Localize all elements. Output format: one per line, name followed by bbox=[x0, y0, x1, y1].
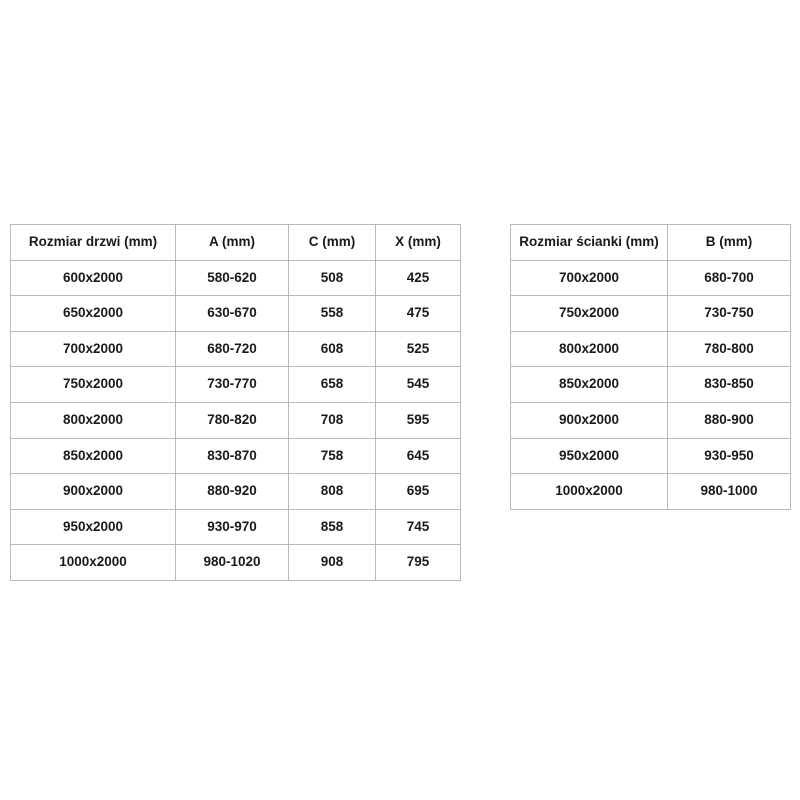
cell-door-size: 950x2000 bbox=[11, 509, 176, 545]
cell-wall-size: 1000x2000 bbox=[511, 474, 668, 510]
table-row bbox=[511, 402, 791, 438]
cell-c: 858 bbox=[289, 509, 376, 545]
cell-x: 745 bbox=[376, 509, 461, 545]
table-row bbox=[11, 367, 461, 403]
cell-a: 680-720 bbox=[176, 331, 289, 367]
cell-wall-size: 750x2000 bbox=[511, 296, 668, 332]
column-header-door-size: Rozmiar drzwi (mm) bbox=[11, 225, 176, 261]
cell-x: 695 bbox=[376, 474, 461, 510]
cell-x: 645 bbox=[376, 438, 461, 474]
cell-x: 425 bbox=[376, 260, 461, 296]
cell-a: 830-870 bbox=[176, 438, 289, 474]
cell-a: 930-970 bbox=[176, 509, 289, 545]
table-row bbox=[11, 438, 461, 474]
table-row bbox=[11, 545, 461, 581]
cell-x: 595 bbox=[376, 402, 461, 438]
cell-b: 780-800 bbox=[668, 331, 791, 367]
cell-c: 908 bbox=[289, 545, 376, 581]
cell-x: 545 bbox=[376, 367, 461, 403]
cell-c: 558 bbox=[289, 296, 376, 332]
cell-a: 880-920 bbox=[176, 474, 289, 510]
cell-wall-size: 900x2000 bbox=[511, 402, 668, 438]
cell-a: 780-820 bbox=[176, 402, 289, 438]
cell-c: 708 bbox=[289, 402, 376, 438]
cell-b: 930-950 bbox=[668, 438, 791, 474]
table-row bbox=[11, 296, 461, 332]
cell-door-size: 750x2000 bbox=[11, 367, 176, 403]
wall-size-table-head bbox=[511, 225, 791, 261]
door-size-table-body bbox=[11, 260, 461, 580]
wall-size-table-body bbox=[511, 260, 791, 509]
cell-door-size: 650x2000 bbox=[11, 296, 176, 332]
table-row bbox=[511, 367, 791, 403]
cell-b: 730-750 bbox=[668, 296, 791, 332]
door-size-table-container bbox=[10, 224, 460, 581]
cell-door-size: 850x2000 bbox=[11, 438, 176, 474]
table-header-row bbox=[11, 225, 461, 261]
door-size-table bbox=[10, 224, 461, 581]
cell-door-size: 800x2000 bbox=[11, 402, 176, 438]
cell-c: 758 bbox=[289, 438, 376, 474]
cell-x: 475 bbox=[376, 296, 461, 332]
cell-x: 795 bbox=[376, 545, 461, 581]
cell-x: 525 bbox=[376, 331, 461, 367]
table-row bbox=[11, 474, 461, 510]
cell-c: 658 bbox=[289, 367, 376, 403]
cell-door-size: 700x2000 bbox=[11, 331, 176, 367]
cell-door-size: 900x2000 bbox=[11, 474, 176, 510]
cell-door-size: 1000x2000 bbox=[11, 545, 176, 581]
cell-b: 830-850 bbox=[668, 367, 791, 403]
column-header-c: C (mm) bbox=[289, 225, 376, 261]
cell-b: 980-1000 bbox=[668, 474, 791, 510]
door-size-table-head bbox=[11, 225, 461, 261]
cell-b: 880-900 bbox=[668, 402, 791, 438]
cell-wall-size: 950x2000 bbox=[511, 438, 668, 474]
cell-a: 980-1020 bbox=[176, 545, 289, 581]
table-row bbox=[11, 331, 461, 367]
column-header-wall-size: Rozmiar ścianki (mm) bbox=[511, 225, 668, 261]
column-header-b: B (mm) bbox=[668, 225, 791, 261]
table-header-row bbox=[511, 225, 791, 261]
cell-a: 730-770 bbox=[176, 367, 289, 403]
cell-c: 508 bbox=[289, 260, 376, 296]
table-row bbox=[511, 260, 791, 296]
wall-size-table bbox=[510, 224, 791, 510]
column-header-a: A (mm) bbox=[176, 225, 289, 261]
cell-wall-size: 800x2000 bbox=[511, 331, 668, 367]
cell-wall-size: 700x2000 bbox=[511, 260, 668, 296]
cell-a: 580-620 bbox=[176, 260, 289, 296]
column-header-x: X (mm) bbox=[376, 225, 461, 261]
cell-door-size: 600x2000 bbox=[11, 260, 176, 296]
table-row bbox=[511, 331, 791, 367]
wall-size-table-container bbox=[510, 224, 790, 510]
table-row bbox=[511, 296, 791, 332]
table-row bbox=[11, 509, 461, 545]
cell-c: 808 bbox=[289, 474, 376, 510]
cell-a: 630-670 bbox=[176, 296, 289, 332]
cell-b: 680-700 bbox=[668, 260, 791, 296]
cell-wall-size: 850x2000 bbox=[511, 367, 668, 403]
table-row bbox=[511, 438, 791, 474]
table-row bbox=[11, 260, 461, 296]
table-row bbox=[511, 474, 791, 510]
table-row bbox=[11, 402, 461, 438]
cell-c: 608 bbox=[289, 331, 376, 367]
